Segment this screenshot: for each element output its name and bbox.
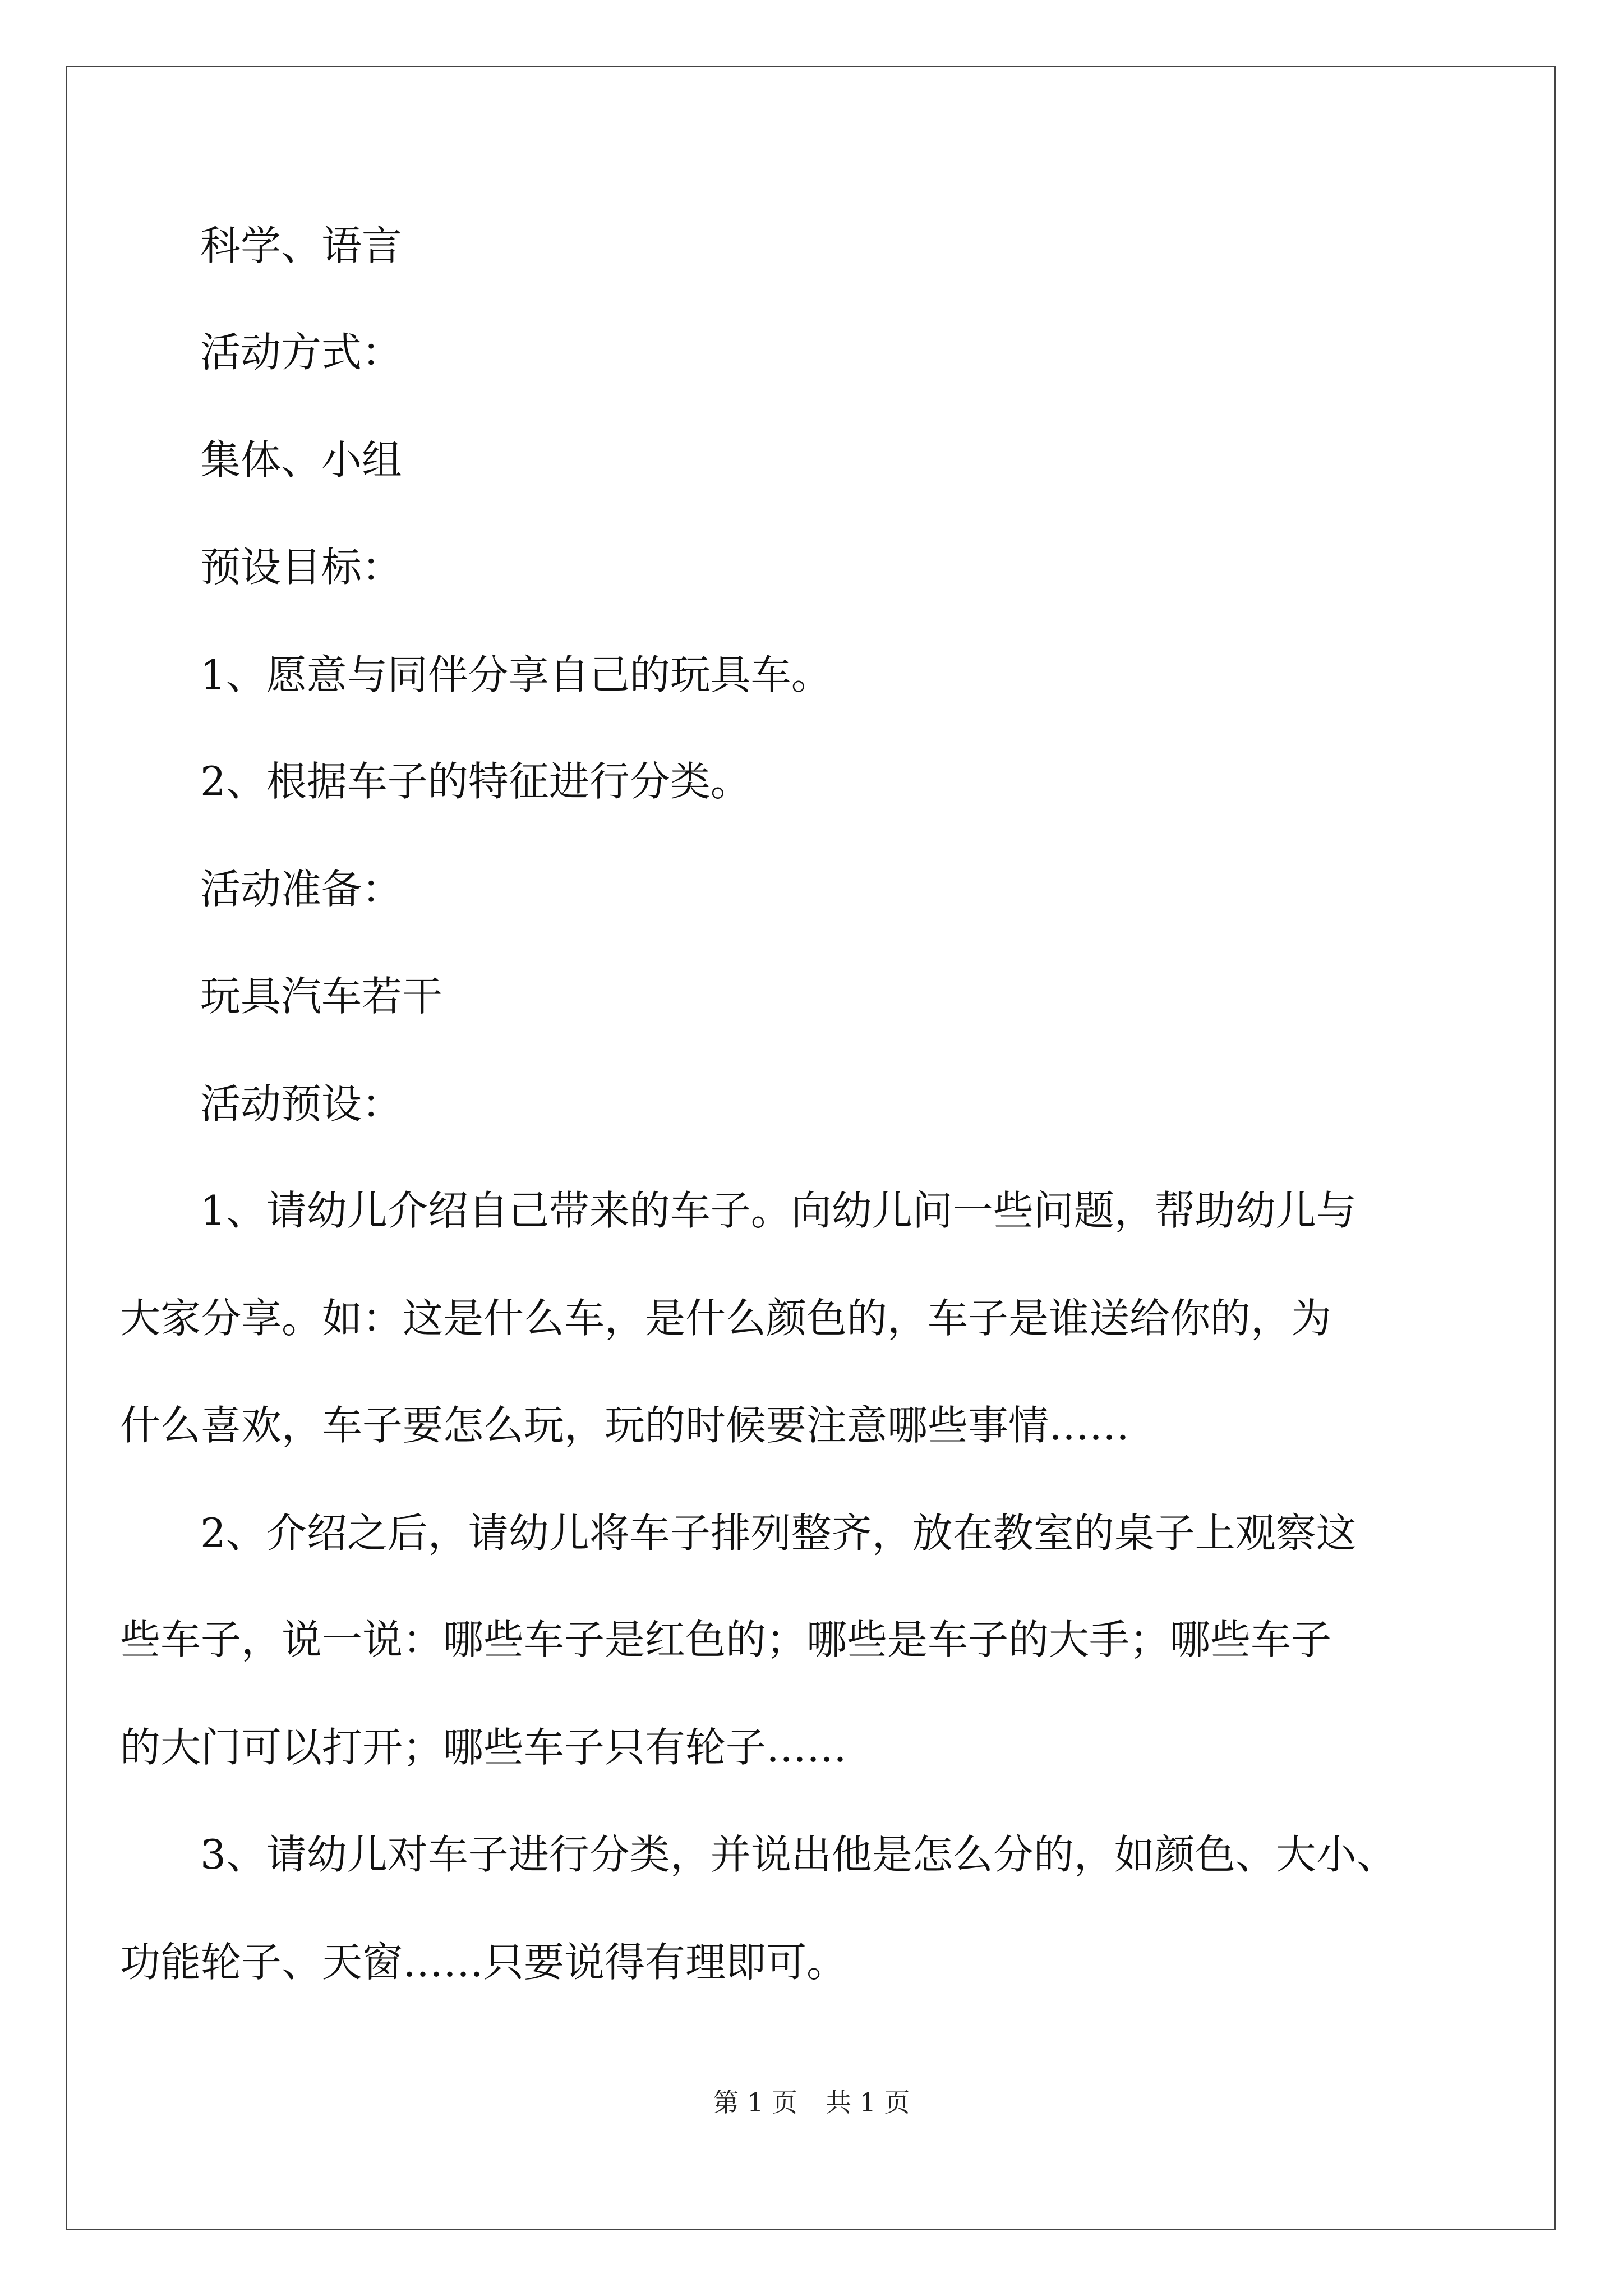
text-line-goal: 1、愿意与同伴分享自己的玩具车。 [200,651,832,698]
text-line-heading: 活动准备： [200,866,403,913]
text-line-heading: 预设目标： [200,544,403,591]
text-line: 玩具汽车若干 [200,973,443,1020]
text-line: 集体、小组 [200,436,403,484]
page-footer [0,2082,1623,2119]
paragraph-line: 什么喜欢，车子要怎么玩，玩的时候要注意哪些事情…… [120,1402,1130,1449]
page-number: 第 1 页 [713,2087,797,2118]
text-line-heading: 活动方式： [200,329,403,376]
paragraph-line: 些车子，说一说：哪些车子是红色的；哪些是车子的大手；哪些车子 [120,1616,1332,1663]
paragraph-line: 功能轮子、天窗……只要说得有理即可。 [120,1939,847,1986]
text-line-heading: 活动预设： [200,1080,403,1128]
paragraph-line: 的大门可以打开；哪些车子只有轮子…… [120,1724,847,1771]
page-border [66,66,1556,2230]
text-line-subject: 科学、语言 [200,222,403,269]
paragraph-line: 1、请幼儿介绍自己带来的车子。向幼儿问一些问题，帮助幼儿与 [200,1187,1357,1234]
paragraph-line: 2、介绍之后，请幼儿将车子排列整齐，放在教室的桌子上观察这 [200,1510,1357,1557]
paragraph-line: 大家分享。如：这是什么车，是什么颜色的，车子是谁送给你的，为 [120,1295,1332,1342]
text-line-goal: 2、根据车子的特征进行分类。 [200,758,751,805]
page-total: 共 1 页 [826,2087,910,2118]
paragraph-line: 3、请幼儿对车子进行分类，并说出他是怎么分的，如颜色、大小、 [200,1831,1397,1878]
